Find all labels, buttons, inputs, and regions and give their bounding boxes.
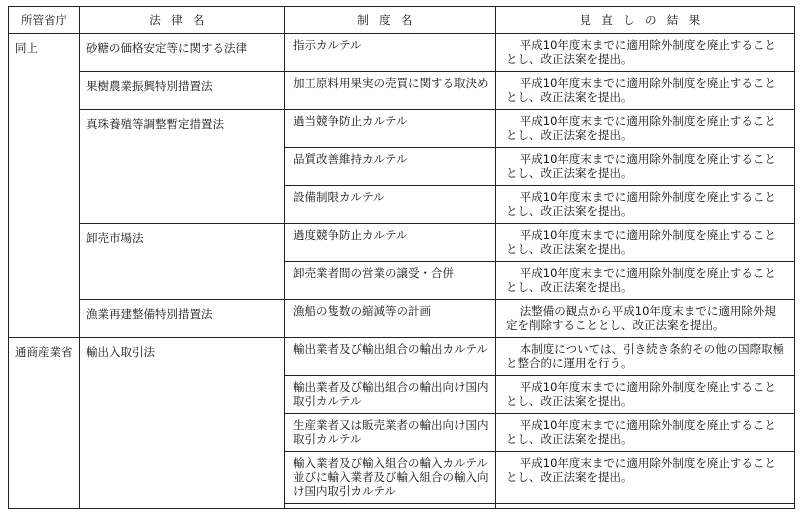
header-result: 見直しの結果 (496, 7, 795, 34)
cell-law: 砂糖の価格安定等に関する法律 (80, 34, 285, 72)
cell-system: 生産業者又は販売業者の輸出向け国内取引カルテル (285, 414, 496, 452)
cell-result: 平成10年度末までに適用除外制度を廃止することとし、改正法案を提出。 (496, 452, 795, 504)
table-bottom-border (9, 504, 795, 509)
cell-ministry (9, 72, 80, 110)
table-row (9, 262, 795, 300)
cell-system: 過度競争防止カルテル (285, 224, 496, 262)
review-results-table (8, 6, 795, 509)
document-page (8, 6, 794, 500)
cell-law: 輸出入取引法 (80, 338, 285, 376)
cell-result: 平成10年度末までに適用除外制度を廃止することとし、改正法案を提出。 (496, 262, 795, 300)
cell-result: 平成10年度末までに適用除外制度を廃止することとし、改正法案を提出。 (496, 186, 795, 224)
cell-ministry (9, 224, 80, 262)
cell-result: 平成10年度末までに適用除外制度を廃止することとし、改正法案を提出。 (496, 72, 795, 110)
cell-result: 平成10年度末までに適用除外制度を廃止することとし、改正法案を提出。 (496, 224, 795, 262)
cell-law: 真珠養殖等調整暫定措置法 (80, 110, 285, 148)
header-ministry: 所管省庁 (9, 7, 80, 34)
table-row (9, 300, 795, 338)
table-row (9, 110, 795, 148)
table-row (9, 414, 795, 452)
cell-result: 法整備の観点から平成10年度末までに適用除外規定を削除することとし、改正法案を提出。 (496, 300, 795, 338)
cell-system: 輸出業者及び輸出組合の輸出カルテル (285, 338, 496, 376)
cell-ministry (9, 110, 80, 148)
cell-result: 平成10年度末までに適用除外制度を廃止することとし、改正法案を提出。 (496, 148, 795, 186)
cell-law (80, 262, 285, 300)
cell-ministry (9, 300, 80, 338)
cell-law (80, 376, 285, 414)
cell-law (80, 148, 285, 186)
cell-result: 平成10年度末までに適用除外制度を廃止することとし、改正法案を提出。 (496, 34, 795, 72)
cell-law: 果樹農業振興特別措置法 (80, 72, 285, 110)
cell-system: 設備制限カルテル (285, 186, 496, 224)
cell-ministry (9, 186, 80, 224)
cell-law (80, 186, 285, 224)
cell-ministry (9, 414, 80, 452)
cell-result: 平成10年度末までに適用除外制度を廃止することとし、改正法案を提出。 (496, 110, 795, 148)
cell-law (80, 452, 285, 504)
cell-ministry (9, 262, 80, 300)
cell-system: 過当競争防止カルテル (285, 110, 496, 148)
table-header-row (9, 7, 795, 34)
cell-system: 輸出業者及び輸出組合の輸出向け国内取引カルテル (285, 376, 496, 414)
cell-ministry: 通商産業省 (9, 338, 80, 376)
cell-result: 平成10年度末までに適用除外制度を廃止することとし、改正法案を提出。 (496, 376, 795, 414)
cell-system: 輸入業者及び輸入組合の輸入カルテル並びに輸入業者及び輸入組合の輸入向け国内取引カルテル (285, 452, 496, 504)
table-row (9, 376, 795, 414)
cell-system: 漁船の隻数の縮減等の計画 (285, 300, 496, 338)
table-row (9, 186, 795, 224)
cell-law: 漁業再建整備特別措置法 (80, 300, 285, 338)
cell-law (80, 414, 285, 452)
cell-result: 本制度については、引き続き条約その他の国際取極と整合的に運用を行う。 (496, 338, 795, 376)
cell-law: 卸売市場法 (80, 224, 285, 262)
table-row (9, 338, 795, 376)
cell-result: 平成10年度末までに適用除外制度を廃止することとし、改正法案を提出。 (496, 414, 795, 452)
cell-ministry: 同上 (9, 34, 80, 72)
table-row (9, 224, 795, 262)
cell-system: 指示カルテル (285, 34, 496, 72)
table-row (9, 72, 795, 110)
table-row (9, 34, 795, 72)
table-row (9, 148, 795, 186)
cell-ministry (9, 148, 80, 186)
table-row (9, 452, 795, 504)
cell-system: 品質改善維持カルテル (285, 148, 496, 186)
header-law: 法律名 (80, 7, 285, 34)
cell-ministry (9, 376, 80, 414)
cell-ministry (9, 452, 80, 504)
cell-system: 卸売業者間の営業の譲受・合併 (285, 262, 496, 300)
header-system: 制度名 (285, 7, 496, 34)
cell-system: 加工原料用果実の売買に関する取決め (285, 72, 496, 110)
